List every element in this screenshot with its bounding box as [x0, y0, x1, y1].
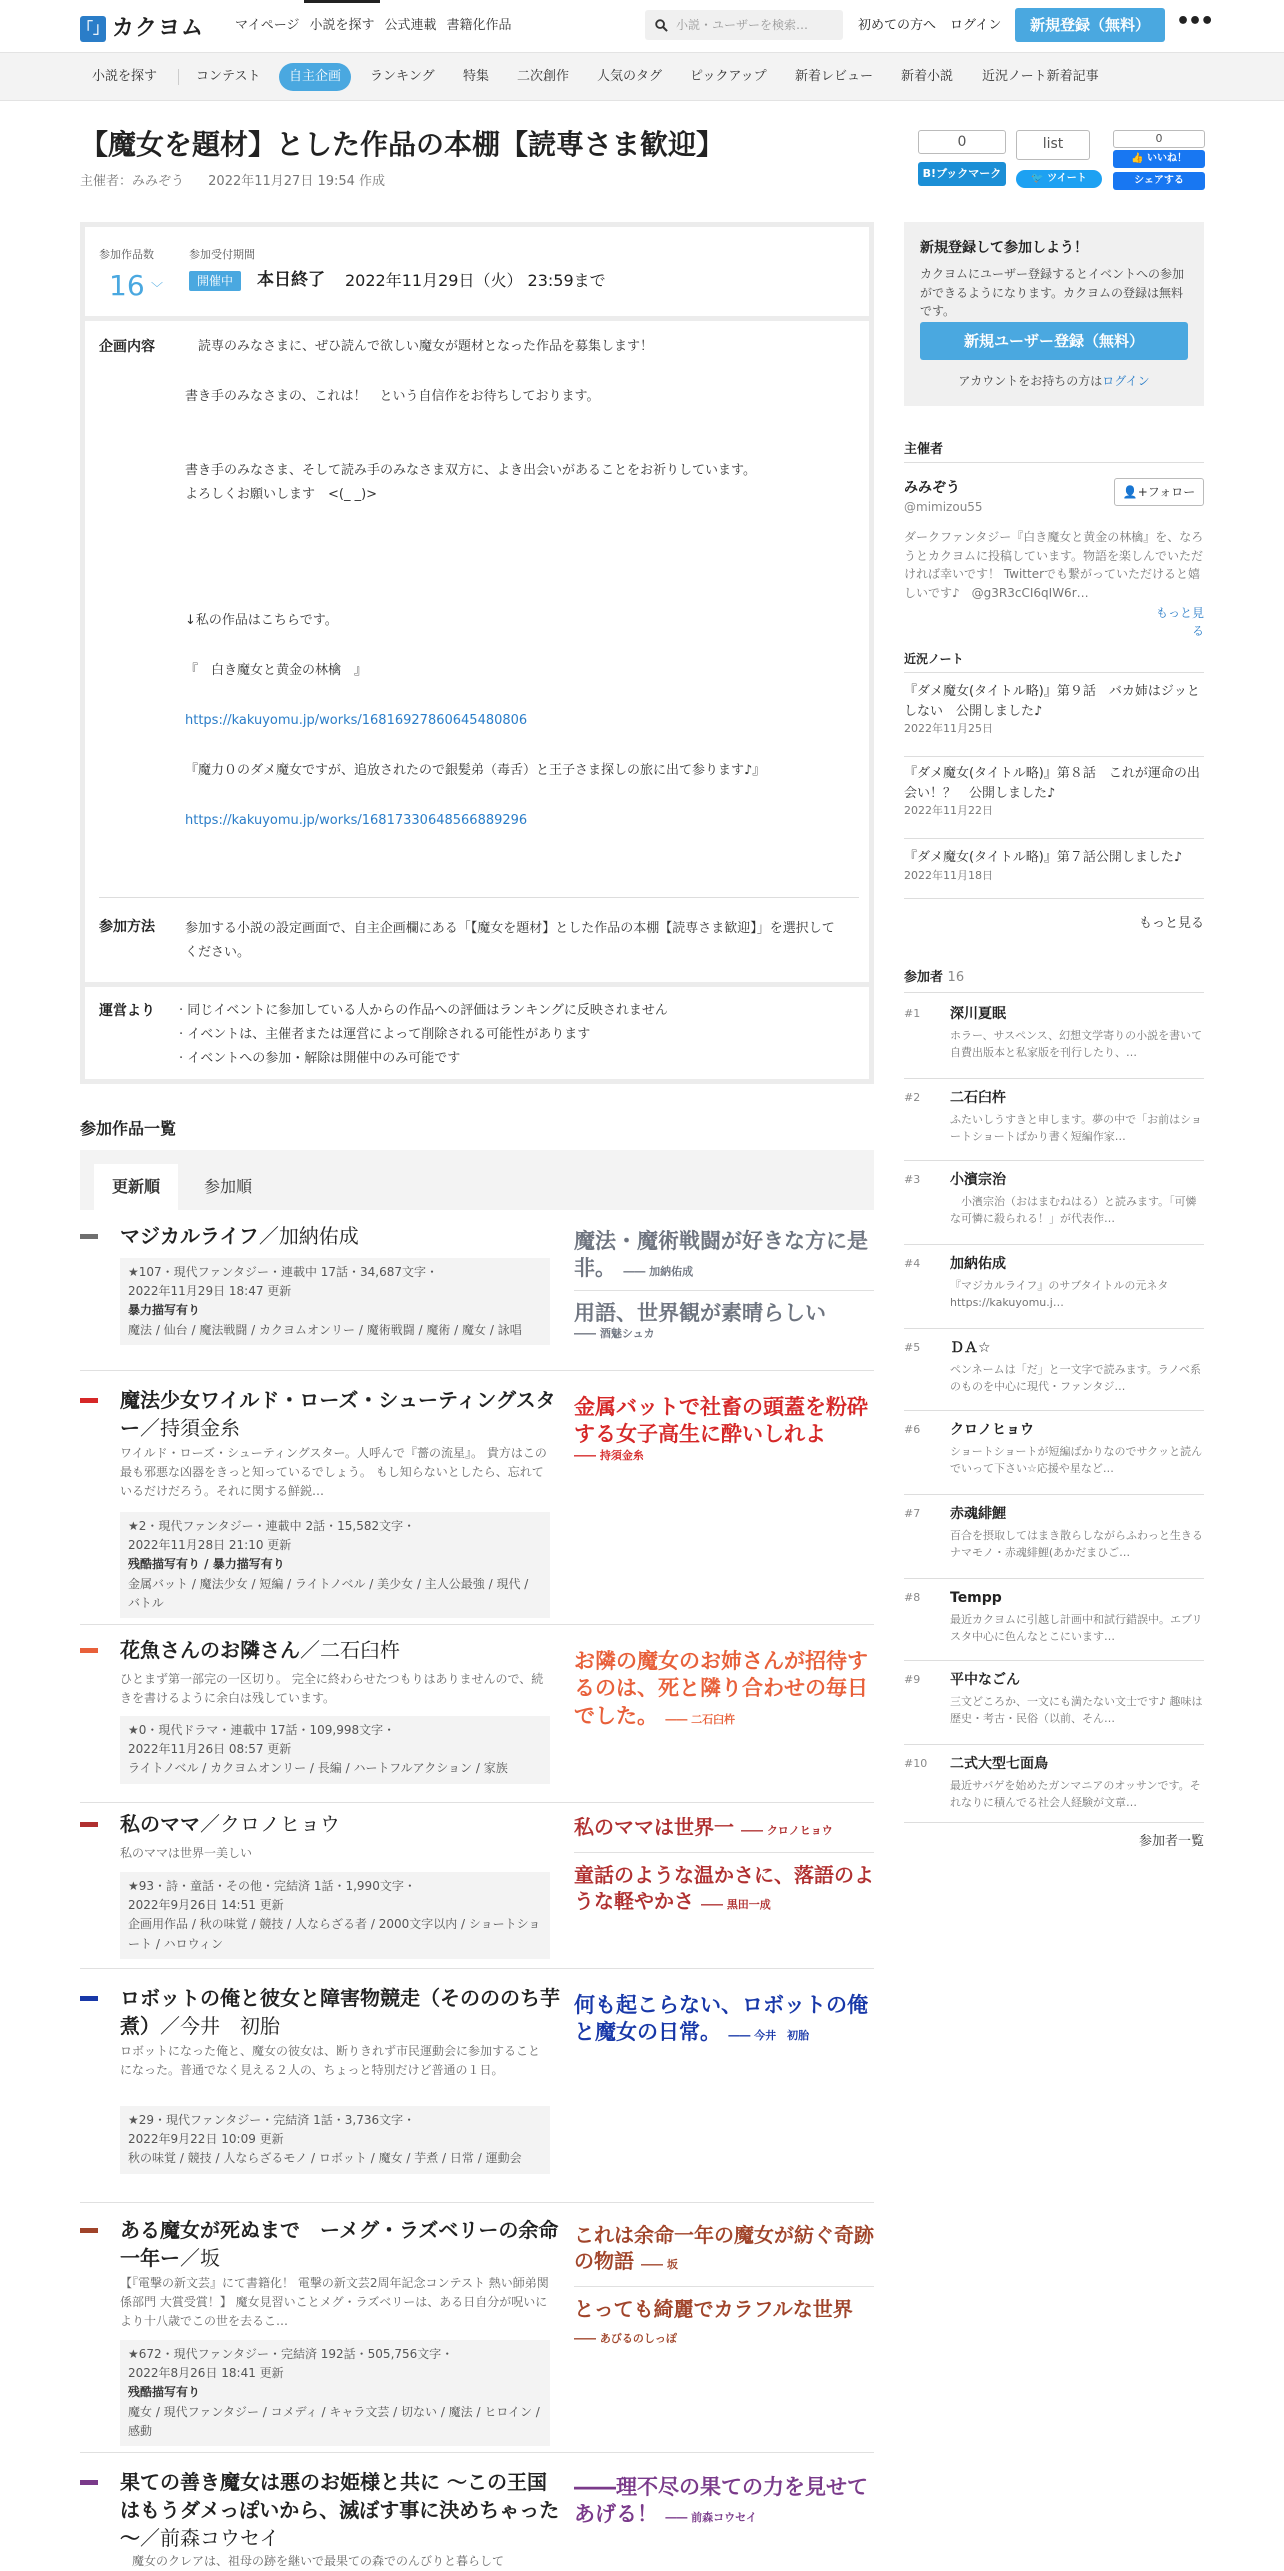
participants-count: 16	[947, 970, 965, 985]
review-catch[interactable]: とっても綺麗でカラフルな世界 ―― あびるのしっぽ	[574, 2297, 853, 2345]
host-bio: ダークファンタジー『白き魔女と黄金の林檎』を、なろうとカクヨムに投稿しています。物語を楽しんでいただければ幸いです！ Twitterでも繋がっていただけると嬉しいです♪ @g3R3cCI6qIW6r…	[904, 530, 1204, 600]
register-button[interactable]: 新規登録（無料）	[1015, 8, 1165, 42]
host-link[interactable]: 主催者：みみぞう	[80, 174, 185, 189]
header-links	[858, 0, 1001, 52]
divider	[904, 1328, 1204, 1329]
subnav-divider	[178, 69, 179, 85]
divider	[904, 838, 1204, 839]
status-badge: 開催中	[189, 271, 241, 291]
subnav-find[interactable]: 小説を探す	[92, 69, 158, 84]
content-line: 書き手のみなさま、そして読み手のみなさま双方に、よき出会いがあることをお祈りしています。	[185, 463, 756, 478]
divider	[904, 992, 1204, 993]
review-catch[interactable]: 私のママは世界一 ―― クロノヒョウ	[574, 1815, 833, 1839]
admin-item: · 同じイベントに参加している人からの作品への評価はランキングに反映されません	[179, 1003, 668, 1018]
login-link[interactable]: ログイン	[1102, 374, 1150, 388]
signup-button[interactable]: 新規ユーザー登録（無料）	[920, 322, 1188, 360]
subnav-contest[interactable]: コンテスト	[196, 69, 261, 84]
beginner-link[interactable]: 初めての方へ	[858, 18, 937, 34]
nav-books[interactable]: 書籍化作品	[446, 18, 512, 33]
work-info: ★0・現代ドラマ・連載中 17話・109,998文字・ 2022年11月26日 08:57 更新 ライトノベル / カクヨムオンリー / 長編 / ハートフルアクション / 家族	[120, 1716, 550, 1784]
participant-item[interactable]: #1 深川夏眠 ホラー、サスペンス、幻想文学寄りの小説を書いて自費出版本と私家版を刊行したり、…	[904, 1006, 1203, 1059]
divider	[904, 1822, 1204, 1823]
signup-box	[904, 222, 1204, 406]
count-label: 参加作品数	[99, 248, 154, 261]
work-title-link[interactable]: ある魔女が死ぬまで ーメグ・ラズベリーの余命一年ー／坂	[120, 2218, 559, 2270]
sub-navigation	[0, 52, 1284, 101]
genre-color-bar	[80, 2228, 98, 2233]
review-catch[interactable]: 何も起こらない、ロボットの俺と魔女の日常。 ―― 今井 初胎	[574, 1993, 868, 2045]
works-heading: 参加作品一覧	[80, 1119, 177, 1138]
subnav-new-novels[interactable]: 新着小説	[901, 69, 954, 84]
fb-share-button[interactable]: シェアする	[1113, 172, 1205, 190]
hatena-bookmark-button[interactable]: B!ブックマーク	[918, 162, 1006, 186]
period-label: 参加受付期間	[189, 248, 255, 261]
work-description: 【『電撃の新文芸』にて書籍化！ 電撃の新文芸2周年記念コンテスト 熱い師弟関係部門 大賞受賞！】 魔女見習いことメグ・ラズベリーは、ある日自分が呪いにより十八歳でこの世を去るこ…	[120, 2276, 549, 2329]
host-name[interactable]: みみぞう	[904, 480, 960, 496]
work-title-link[interactable]: 果ての善き魔女は悪のお姫様と共に ～この王国はもうダメっぽいから、滅ぼす事に決めちゃった～／前森コウセイ	[120, 2470, 560, 2550]
entry-count[interactable]: 16	[109, 269, 145, 302]
ends-today: 本日終了	[257, 270, 325, 290]
divider	[904, 672, 1204, 673]
content-label: 企画内容	[99, 339, 155, 355]
tweet-button[interactable]: 🐦 ツイート	[1016, 170, 1102, 188]
work-item	[80, 1386, 874, 1636]
review-catch[interactable]: これは余命一年の魔女が紡ぐ奇跡の物語 ―― 坂	[574, 2223, 874, 2273]
work-description: ひとまず第一部完の一区切り。 完全に終わらせたつもりはありませんので、続きを書けるように余白は残しています。	[120, 1672, 544, 1706]
divider	[904, 1660, 1204, 1661]
participant-item[interactable]: #3 小濱宗治 小濱宗治（おはまむねはる）と読みます。「可憐な可憐に殺られる！」が代表作…	[904, 1172, 1197, 1225]
host-more-link[interactable]: もっと見る	[1150, 604, 1204, 640]
work-item	[80, 2216, 874, 2456]
event-meta	[80, 172, 385, 192]
review-catch[interactable]: ――理不尽の果ての力を見せてあげる！ ―― 前森コウセイ	[574, 2475, 868, 2527]
signup-title: 新規登録して参加しよう！	[920, 240, 1088, 256]
note-item[interactable]: 『ダメ魔女(タイトル略)』第７話公開しました♪ 2022年11月18日	[904, 850, 1183, 882]
note-item[interactable]: 『ダメ魔女(タイトル略)』第９話 バカ姉はジッとしない 公開しました♪ 2022年11月25日	[904, 684, 1200, 735]
work-info: ★107・現代ファンタジー・連載中 17話・34,687文字・ 2022年11月29日 18:47 更新 暴力描写有り 魔法 / 仙台 / 魔法戦闘 / カクヨムオンリー / 魔術戦闘 / 魔術 / 魔女 / 詠唱	[120, 1258, 550, 1345]
review-catch[interactable]: 金属バットで社畜の頭蓋を粉砕する女子高生に酔いしれよ ―― 持須金糸	[574, 1395, 868, 1462]
nav-find-novels[interactable]: 小説を探す	[304, 0, 379, 52]
more-menu-icon[interactable]: •••	[1176, 9, 1213, 34]
work-description: ワイルド・ローズ・シューティングスター。人呼んで『薔の流星』。 貴方はこの最も邪悪な凶器をきっと知っているでしょう。 もし知らないとしたら、忘れているだけだろう。それに関する鮮鋭…	[120, 1446, 547, 1499]
end-date: 2022年11月29日（火） 23:59まで	[345, 271, 606, 290]
work-link[interactable]: https://kakuyomu.jp/works/16816927860645480806	[185, 713, 528, 728]
divider	[904, 462, 1204, 463]
divider	[80, 1624, 874, 1625]
genre-color-bar	[80, 2480, 98, 2485]
host-id: @mimizou55	[904, 500, 983, 514]
tab-joined[interactable]: 参加順	[204, 1177, 253, 1196]
participant-item[interactable]: #7 赤魂緋鯉 百合を摂取してはまき散らしながらふわっと生きるナマモノ・赤魂緋鯉(あかだまひご…	[904, 1506, 1203, 1559]
participants-heading: 参加者 16	[904, 970, 965, 985]
content-line: 読専のみなさまに、ぜひ読んで欲しい魔女が題材となった作品を募集します！	[185, 339, 654, 354]
subnav-ranking[interactable]: ランキング	[370, 69, 435, 84]
work-item	[80, 1636, 874, 1806]
work-item	[80, 1222, 874, 1372]
created-date: 2022年11月27日 19:54 作成	[208, 174, 386, 189]
work-item	[80, 1984, 874, 2204]
share-buttons	[918, 130, 1210, 194]
divider	[904, 756, 1204, 757]
work-link[interactable]: https://kakuyomu.jp/works/16817330648566889296	[185, 813, 528, 828]
sort-tabs	[80, 1150, 874, 1210]
work-info: ★29・現代ファンタジー・完結済 1話・3,736文字・ 2022年9月22日 10:09 更新 秋の味覚 / 競技 / 人ならざるモノ / ロボット / 魔女 / 芋煮 / 日常 / 運動会	[120, 2106, 550, 2174]
subnav-pickup[interactable]: ピックアップ	[690, 69, 767, 84]
nav-official[interactable]: 公式連載	[384, 18, 437, 33]
work-description: ロボットになった俺と、魔女の彼女は、断りきれず市民運動会に参加することになった。普通でなく見える２人の、ちょっと特別だけど普通の１日。	[120, 2044, 541, 2078]
work-description: 私のママは世界一美しい	[120, 1846, 253, 1860]
participant-item[interactable]: #6 クロノヒョウ ショートショートが短編ばかりなのでサクッと読んでいって下さい☆応援や星など…	[904, 1422, 1203, 1475]
content-line: 書き手のみなさまの、これは！ という自信作をお待ちしております。	[185, 389, 600, 404]
subnav-feature[interactable]: 特集	[463, 69, 490, 84]
participant-item[interactable]: #4 加納佑成 『マジカルライフ』のサブタイトルの元ネタ https://kakuyomu.j…	[904, 1256, 1169, 1309]
divider	[574, 2286, 874, 2287]
divider	[904, 1410, 1204, 1411]
work-title-link[interactable]: 魔法少女ワイルド・ローズ・シューティングスター／持須金糸	[120, 1388, 556, 1440]
admin-item: · イベントへの参加・解除は開催中のみ可能です	[179, 1051, 461, 1066]
divider	[80, 1370, 874, 1371]
subnav-self-project[interactable]: 自主企画	[279, 63, 351, 91]
admin-label: 運営より	[99, 1003, 155, 1019]
content-line: 『魔力０のダメ魔女ですが、追放されたので銀髪弟（毒舌）と王子さま探しの旅に出て参ります♪』	[185, 763, 766, 778]
search-placeholder: 小説・ユーザーを検索…	[676, 18, 809, 32]
fb-like-button[interactable]: 👍 いいね！	[1113, 150, 1205, 168]
page-title: 【魔女を題材】とした作品の本棚【読専さま歓迎】	[80, 128, 725, 161]
notes-more-link[interactable]: もっと見る	[1138, 916, 1204, 931]
work-title-link[interactable]: 私のママ／クロノヒョウ	[120, 1812, 340, 1836]
event-panel	[80, 222, 874, 1084]
follow-button[interactable]: 👤+フォロー	[1114, 478, 1204, 506]
method-text: 参加する小説の設定画面で、自主企画欄にある「【魔女を題材】とした作品の本棚【読専さま歓迎】」を選択してください。	[185, 921, 835, 961]
host-heading: 主催者	[904, 442, 944, 457]
genre-color-bar	[80, 1234, 98, 1239]
review-catch[interactable]: お隣の魔女のお姉さんが招待するのは、死と隣り合わせの毎日でした。 ―― 二石臼杵	[574, 1649, 868, 1728]
divider	[904, 1244, 1204, 1245]
participant-item[interactable]: #5 ＤＡ☆ ペンネームは「だ」と一文字で読みます。ラノベ系のものを中心に現代・ファンタジ…	[904, 1340, 1202, 1393]
fb-count: 0	[1113, 130, 1205, 148]
work-info: ★672・現代ファンタジー・完結済 192話・505,756文字・ 2022年8月26日 18:41 更新 残酷描写有り 魔女 / 現代ファンタジー / コメディ / キャラ文芸 / 切ない / 魔法 / ヒロイン / 感動	[120, 2340, 550, 2446]
work-title-link[interactable]: 花魚さんのお隣さん／二石臼杵	[120, 1638, 400, 1662]
content-line: よろしくお願いします <(_ _)>	[185, 487, 378, 502]
site-header	[0, 0, 1284, 52]
review-catch[interactable]: 童話のような温かさに、落語のような軽やかさ ―― 黒田一成	[574, 1863, 874, 1913]
list-button[interactable]: list	[1016, 130, 1090, 160]
subnav-tags[interactable]: 人気のタグ	[597, 69, 663, 84]
tab-updated[interactable]: 更新順	[94, 1164, 178, 1210]
genre-color-bar	[80, 1398, 98, 1403]
participants-more-link[interactable]: 参加者一覧	[1138, 1834, 1204, 1849]
work-item	[80, 2468, 874, 2568]
login-prompt: アカウントをお持ちの方はログイン	[958, 374, 1150, 388]
work-info: ★2・現代ファンタジー・連載中 2話・15,582文字・ 2022年11月28日 21:10 更新 残酷描写有り / 暴力描写有り 金属バット / 魔法少女 / 短編 / ライトノベル / 美少女 / 主人公最強 / 現代 / バトル	[120, 1512, 550, 1618]
work-item	[80, 1810, 874, 1972]
chevron-down-icon[interactable]: ﹀	[151, 281, 164, 295]
nav-mypage[interactable]: マイページ	[235, 18, 300, 33]
add-user-icon: 👤+	[1122, 485, 1148, 499]
search-input[interactable]	[645, 10, 843, 40]
divider	[904, 1160, 1204, 1161]
notes-heading: 近況ノート	[904, 652, 964, 666]
logo-text: カクヨム	[112, 16, 205, 41]
participant-item[interactable]: #8 Tempp 最近カクヨムに引越し計画中和試行錯誤中。エブリスタ中心に色んなとこにいます…	[904, 1590, 1203, 1643]
review-catch[interactable]: 魔法・魔術戦闘が好きな方に是非。 ―― 加納佑成	[574, 1229, 868, 1281]
divider	[904, 1078, 1204, 1079]
divider	[85, 982, 869, 987]
subnav-reviews[interactable]: 新着レビュー	[795, 69, 874, 84]
work-info: ★93・詩・童話・その他・完結済 1話・1,990文字・ 2022年9月26日 14:51 更新 企画用作品 / 秋の味覚 / 競技 / 人ならざる者 / 2000文字以内 / ショートショート / ハロウィン	[120, 1872, 550, 1959]
divider	[80, 1968, 874, 1969]
work-title-link[interactable]: マジカルライフ／加納佑成	[120, 1224, 359, 1248]
participant-item[interactable]: #2 二石臼杵 ふたいしうすきと申します。夢の中で「お前はショートショートばかり書く短編作家…	[904, 1090, 1202, 1143]
divider	[904, 1578, 1204, 1579]
content-line: ↓私の作品はこちらです。	[185, 613, 338, 628]
divider	[80, 1802, 874, 1803]
admin-item: · イベントは、主催者または運営によって削除される可能性があります	[179, 1027, 591, 1042]
work-description: 魔女のクレアは、祖母の跡を継いで最果ての森でのんびりと暮らして	[120, 2554, 505, 2568]
content-line: 『 白き魔女と黄金の林檎 』	[185, 663, 368, 678]
genre-color-bar	[80, 1822, 98, 1827]
divider	[80, 2202, 874, 2203]
participant-item[interactable]: #9 平中なごん 三文どころか、一文にも満たない文士です♪ 趣味は歴史・考古・民俗（以前、そん…	[904, 1672, 1203, 1725]
divider	[574, 1852, 874, 1853]
search-icon	[655, 19, 668, 32]
subnav-fanfic[interactable]: 二次創作	[517, 69, 570, 84]
divider	[80, 2452, 874, 2453]
subnav-notes[interactable]: 近況ノート新着記事	[982, 69, 1099, 84]
method-label: 参加方法	[99, 919, 155, 935]
review-catch[interactable]: 用語、世界観が素晴らしい ―― 酒魅シュカ	[574, 1301, 826, 1341]
divider	[99, 897, 859, 898]
site-logo[interactable]	[80, 12, 204, 45]
work-title-link[interactable]: ロボットの俺と彼女と障害物競走（そのののち芋煮）／今井 初胎	[120, 1986, 560, 2038]
event-summary	[85, 227, 869, 321]
divider	[904, 898, 1204, 899]
divider	[574, 1290, 874, 1291]
divider	[904, 1744, 1204, 1745]
participant-item[interactable]: #10 二式大型七面鳥 最近サバゲを始めたガンマニアのオッサンです。それなりに積んでる社会人経験が文章…	[904, 1756, 1201, 1809]
header-nav	[230, 0, 517, 52]
note-item[interactable]: 『ダメ魔女(タイトル略)』第８話 これが運命の出会い！？ 公開しました♪ 2022年11月22日	[904, 766, 1200, 817]
divider	[904, 1494, 1204, 1495]
genre-color-bar	[80, 1996, 98, 2001]
hatena-count: 0	[918, 130, 1006, 154]
genre-color-bar	[80, 1648, 98, 1653]
login-link[interactable]: ログイン	[950, 18, 1002, 34]
signup-text: カクヨムにユーザー登録するとイベントへの参加ができるようになります。カクヨムの登録は無料です。	[920, 267, 1185, 319]
logo-mark: 「」	[80, 16, 106, 42]
